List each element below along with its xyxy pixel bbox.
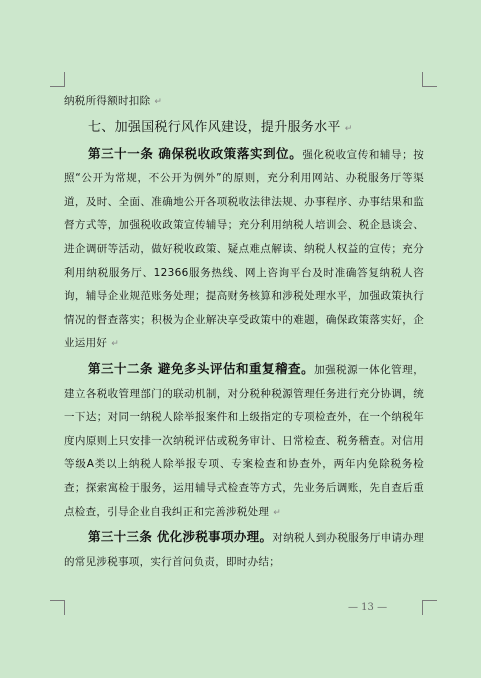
article-31-body: 强化税收宣传和辅导；按照“公开为常规，不公开为例外”的原则，充分利用网站、办税服务厅等渠道，及时、全面、准确地公开各项税收法律法规、办事程序、办事结果和监督方式等，加强税收政策宣传辅导；充分利用纳税人培训会、税企恳谈会、进企调研等活动，做好税收政策、疑点难点解读、纳税人权益的宣传；充分利用纳税服务厅、12366服务热线、网上咨询平台及时准确答复纳税人咨询，辅导企业规范账务处理；提高财务核算和涉税处理水平，加强政策执行情况的督查落实；积极为企业解决享受政策中的难题，确保政策落实好，企业运用好: [64, 148, 424, 350]
article-31-title: 第三十一条 确保税收政策落实到位。: [88, 145, 303, 161]
article-33: [64, 525, 424, 574]
article-33-body: 对纳税人到办税服务厅申请办理的常见涉税事项，实行首问负责，即时办结；: [64, 532, 424, 568]
paragraph-mark: ↵: [111, 339, 120, 350]
article-32: [64, 357, 424, 525]
paragraph-mark: ↵: [154, 97, 163, 107]
paragraph-mark: ↵: [273, 507, 282, 518]
carryover-line: [64, 90, 424, 115]
section-heading-text: 七、加强国税行风作风建设，提升服务水平: [88, 119, 341, 135]
article-31: [64, 142, 424, 357]
document-body[interactable]: [64, 90, 424, 574]
page-number: — 13 —: [348, 602, 388, 613]
carryover-text: 纳税所得额时扣除: [64, 95, 151, 107]
section-heading: [64, 115, 424, 142]
crop-mark-top-left: [50, 72, 65, 87]
crop-mark-bottom-left: [50, 600, 65, 615]
crop-mark-bottom-right: [422, 600, 437, 615]
article-32-title: 第三十二条 避免多头评估和重复稽查。: [88, 360, 315, 376]
article-33-title: 第三十三条 优化涉税事项办理。: [88, 529, 273, 545]
paragraph-mark: ↵: [344, 123, 353, 134]
article-32-body: 加强税源一体化管理，建立各税收管理部门的联动机制，对分税种税源管理任务进行充分协调，统一下达；对同一纳税人除举报案件和上级指定的专项检查外，在一个纳税年度内原则上只安排一次纳税评估或税务审计、日常检查、税务稽查。对信用等级A类以上纳税人除举报专项、专案检查和协查外，两年内免除税务检查；探索寓检于服务，运用辅导式检查等方式，先业务后调账，先自查后重点检查，引导企业自我纠正和完善涉税处理: [64, 363, 424, 518]
crop-mark-top-right: [422, 72, 437, 87]
